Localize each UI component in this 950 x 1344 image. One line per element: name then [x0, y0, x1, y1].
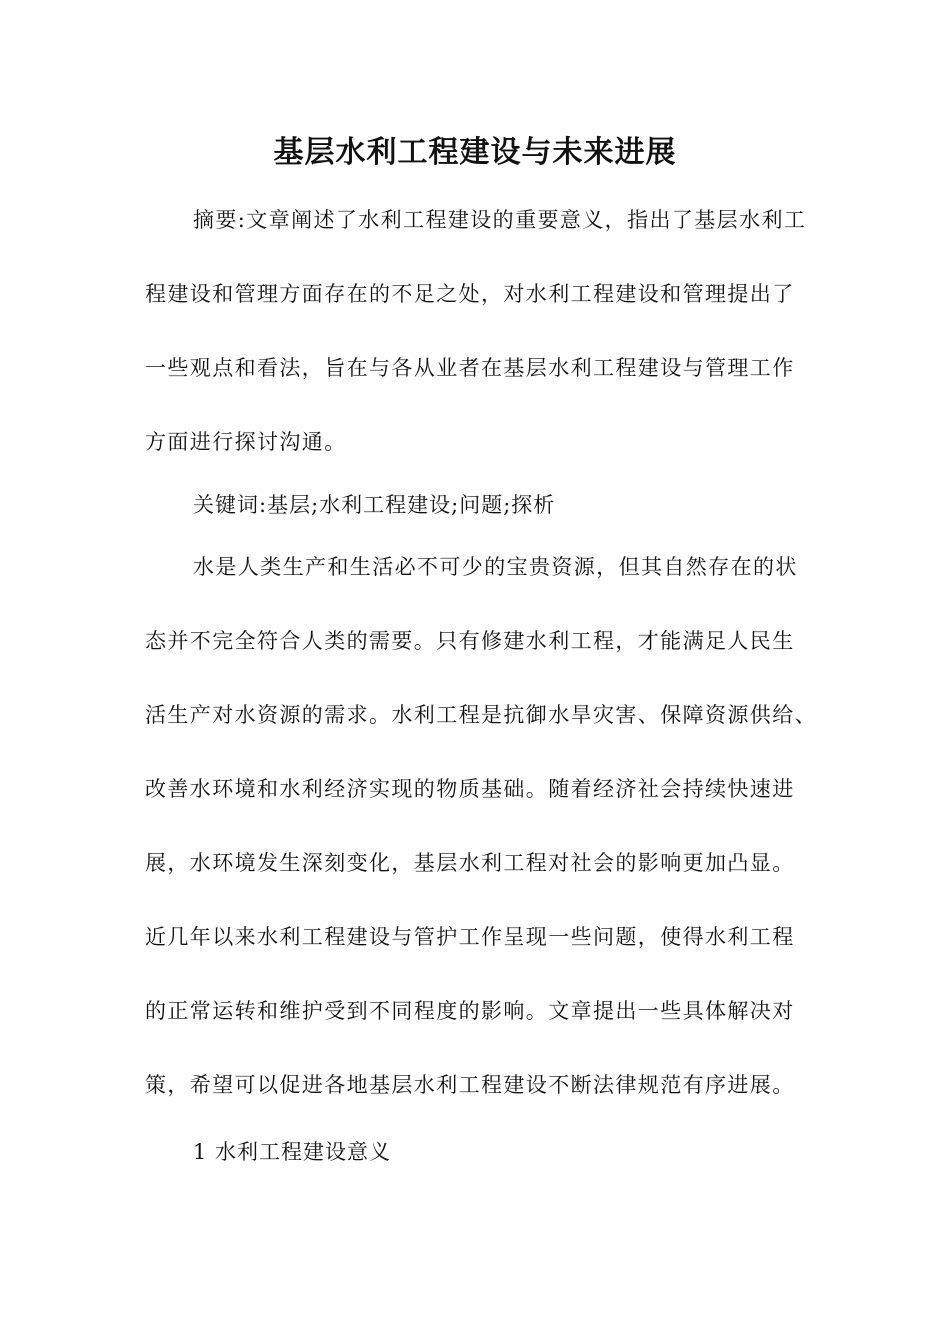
- keywords-line: 关键词:基层;水利工程建设;问题;探析: [193, 493, 556, 517]
- section-heading: 1 水利工程建设意义: [193, 1140, 392, 1164]
- body-line: 的正常运转和维护受到不同程度的影响。文章提出一些具体解决对: [145, 999, 795, 1023]
- abstract-line: 方面进行探讨沟通。: [145, 430, 347, 454]
- abstract-paragraph: [145, 183, 825, 479]
- abstract-line: 一些观点和看法，旨在与各从业者在基层水利工程建设与管理工作: [145, 356, 795, 380]
- abstract-line: 摘要:文章阐述了水利工程建设的重要意义，指出了基层水利工: [193, 208, 807, 232]
- body-line: 活生产对水资源的需求。水利工程是抗御水旱灾害、保障资源供给、: [145, 703, 817, 727]
- abstract-line: 程建设和管理方面存在的不足之处，对水利工程建设和管理提出了: [145, 282, 795, 306]
- body-paragraph: [145, 530, 825, 1122]
- body-line: 水是人类生产和生活必不可少的宝贵资源，但其自然存在的状: [193, 555, 798, 579]
- body-line: 策，希望可以促进各地基层水利工程建设不断法律规范有序进展。: [145, 1073, 795, 1097]
- body-line: 展，水环境发生深刻变化，基层水利工程对社会的影响更加凸显。: [145, 851, 795, 875]
- body-line: 态并不完全符合人类的需要。只有修建水利工程，才能满足人民生: [145, 629, 795, 653]
- body-line: 近几年以来水利工程建设与管护工作呈现一些问题，使得水利工程: [145, 925, 795, 949]
- body-line: 改善水环境和水利经济实现的物质基础。随着经济社会持续快速进: [145, 777, 795, 801]
- document-title: 基层水利工程建设与未来进展: [273, 135, 677, 170]
